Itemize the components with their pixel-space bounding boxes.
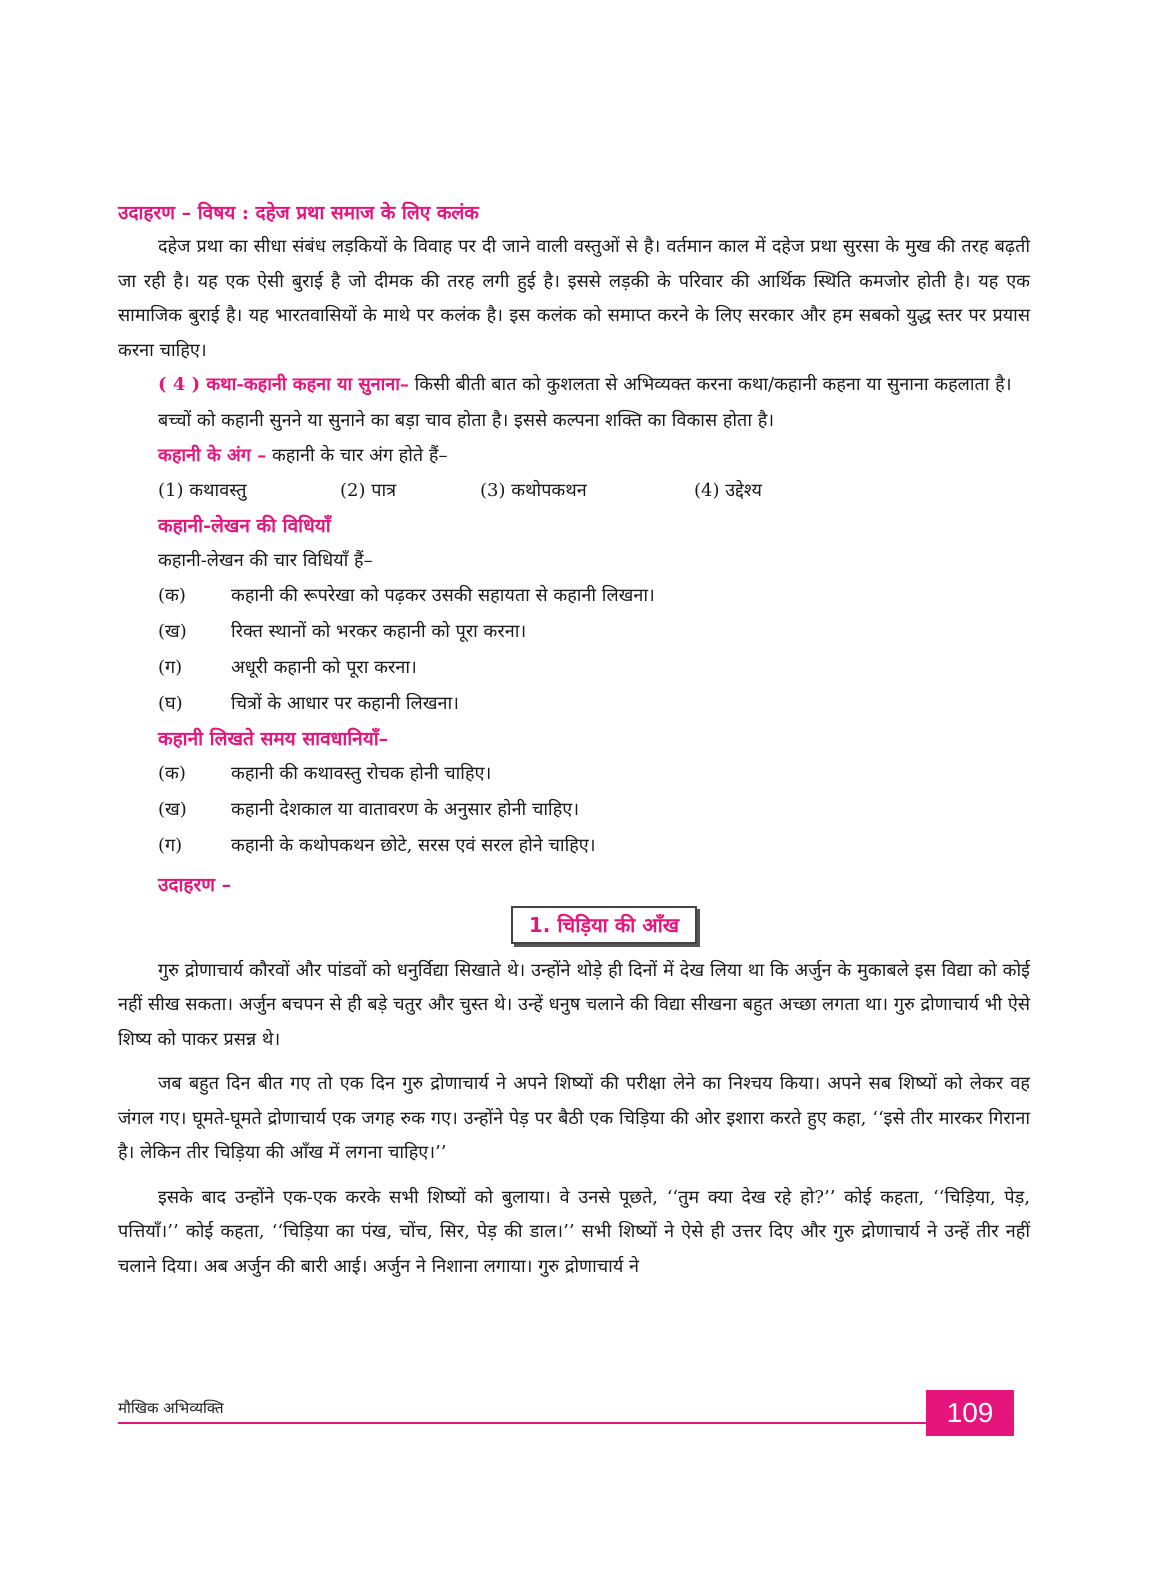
katha-paragraph xyxy=(118,368,1030,403)
list-marker: (क) xyxy=(158,584,186,606)
katha-label: ( 4 ) कथा-कहानी कहना या सुनाना– xyxy=(158,374,409,395)
story-parts-row xyxy=(118,473,1030,509)
page-number-badge: 109 xyxy=(926,1390,1014,1436)
list-marker: (क) xyxy=(158,762,186,784)
list-marker: (ग) xyxy=(158,656,183,678)
list-text: अधूरी कहानी को पूरा करना। xyxy=(231,656,417,678)
precautions-heading: कहानी लिखते समय सावधानियाँ– xyxy=(158,727,389,750)
story-part: (4) उद्देश्य xyxy=(694,479,762,501)
list-text: कहानी देशकाल या वातावरण के अनुसार होनी चाहिए। xyxy=(231,798,580,820)
footer-divider xyxy=(118,1422,1014,1424)
list-text: कहानी की कथावस्तु रोचक होनी चाहिए। xyxy=(231,762,492,784)
story-paragraph: इसके बाद उन्होंने एक-एक करके सभी शिष्यों को बुलाया। वे उनसे पूछते, ‘‘तुम क्या देख रहे हो?’’ कोई कहता, ‘‘चिड़िया, पेड़, पत्तियाँ।’’ कोई कहता, ‘‘चिड़िया का पंख, चोंच, सिर, पेड़ की डाल।’’ सभी शिष्यों ने ऐसे ही उत्तर दिए और गुरु द्रोणाचार्य ने उन्हें तीर नहीं चलाने दिया। अब अर्जुन की बारी आई। अर्जुन ने निशाना लगाया। गुरु द्रोणाचार्य ने xyxy=(118,1186,1030,1277)
dowry-paragraph: दहेज प्रथा का सीधा संबंध लड़कियों के विवाह पर दी जाने वाली वस्तुओं से है। वर्तमान काल में दहेज प्रथा सुरसा के मुख की तरह बढ़ती जा रही है। यह एक ऐसी बुराई है जो दीमक की तरह लगी हुई है। इससे लड़की के परिवार की आर्थिक स्थिति कमजोर होती है। यह एक सामाजिक बुराई है। यह भारतवासियों के माथे पर कलंक है। इस कलंक को समाप्त करने के लिए सरकार और हम सबको युद्ध स्तर पर प्रयास करना चाहिए। xyxy=(118,236,1030,361)
list-marker: (घ) xyxy=(158,692,183,714)
story-paragraph: जब बहुत दिन बीत गए तो एक दिन गुरु द्रोणाचार्य ने अपने शिष्यों की परीक्षा लेने का निश्चय किया। अपने सब शिष्यों को लेकर वह जंगल गए। घूमते-घूमते द्रोणाचार्य एक जगह रुक गए। उन्होंने पेड़ पर बैठी एक चिड़िया की ओर इशारा करते हुए कहा, ‘‘इसे तीर मारकर गिराना है। लेकिन तीर चिड़िया की आँख में लगना चाहिए।’’ xyxy=(118,1073,1030,1163)
list-text: कहानी के कथोपकथन छोटे, सरस एवं सरल होने चाहिए। xyxy=(231,834,596,856)
list-item xyxy=(118,756,1030,792)
page-content xyxy=(118,196,1030,1284)
example-heading: उदाहरण – विषय : दहेज प्रथा समाज के लिए कलंक xyxy=(118,202,479,224)
list-item xyxy=(118,828,1030,864)
list-marker: (ख) xyxy=(158,798,187,820)
list-item xyxy=(118,686,1030,722)
list-text: चित्रों के आधार पर कहानी लिखना। xyxy=(231,692,459,714)
example2-heading: उदाहरण – xyxy=(158,873,232,896)
children-line: बच्चों को कहानी सुनने या सुनाने का बड़ा चाव होता है। इससे कल्पना शक्ति का विकास होता है। xyxy=(158,409,775,431)
parts-line xyxy=(118,438,1030,473)
list-text: रिक्त स्थानों को भरकर कहानी को पूरा करना। xyxy=(231,620,527,642)
story-title-wrap xyxy=(118,906,1030,944)
parts-text: कहानी के चार अंग होते हैं– xyxy=(266,444,448,466)
parts-label: कहानी के अंग – xyxy=(158,444,267,466)
story-part: (1) कथावस्तु xyxy=(158,479,247,501)
methods-intro: कहानी-लेखन की चार विधियाँ हैं– xyxy=(158,549,373,571)
story-title: 1. चिड़िया की आँख xyxy=(511,906,697,944)
list-text: कहानी की रूपरेखा को पढ़कर उसकी सहायता से कहानी लिखना। xyxy=(231,584,655,606)
list-marker: (ग) xyxy=(158,834,183,856)
list-item xyxy=(118,578,1030,614)
list-item xyxy=(118,650,1030,686)
footer-label: मौखिक अभिव्यक्ति xyxy=(118,1399,224,1417)
katha-text: किसी बीती बात को कुशलता से अभिव्यक्त करना कथा/कहानी कहना या सुनाना कहलाता है। xyxy=(408,374,1012,395)
list-marker: (ख) xyxy=(158,620,187,642)
story-part: (3) कथोपकथन xyxy=(480,479,587,501)
story-part: (2) पात्र xyxy=(340,479,397,501)
list-item xyxy=(118,792,1030,828)
list-item xyxy=(118,614,1030,650)
methods-heading: कहानी-लेखन की विधियाँ xyxy=(158,514,331,537)
story-paragraph: गुरु द्रोणाचार्य कौरवों और पांडवों को धनुर्विद्या सिखाते थे। उन्होंने थोड़े ही दिनों में देख लिया था कि अर्जुन के मुकाबले इस विद्या को कोई नहीं सीख सकता। अर्जुन बचपन से ही बड़े चतुर और चुस्त थे। उन्हें धनुष चलाने की विद्या सीखना बहुत अच्छा लगता था। गुरु द्रोणाचार्य भी ऐसे शिष्य को पाकर प्रसन्न थे। xyxy=(118,959,1030,1050)
